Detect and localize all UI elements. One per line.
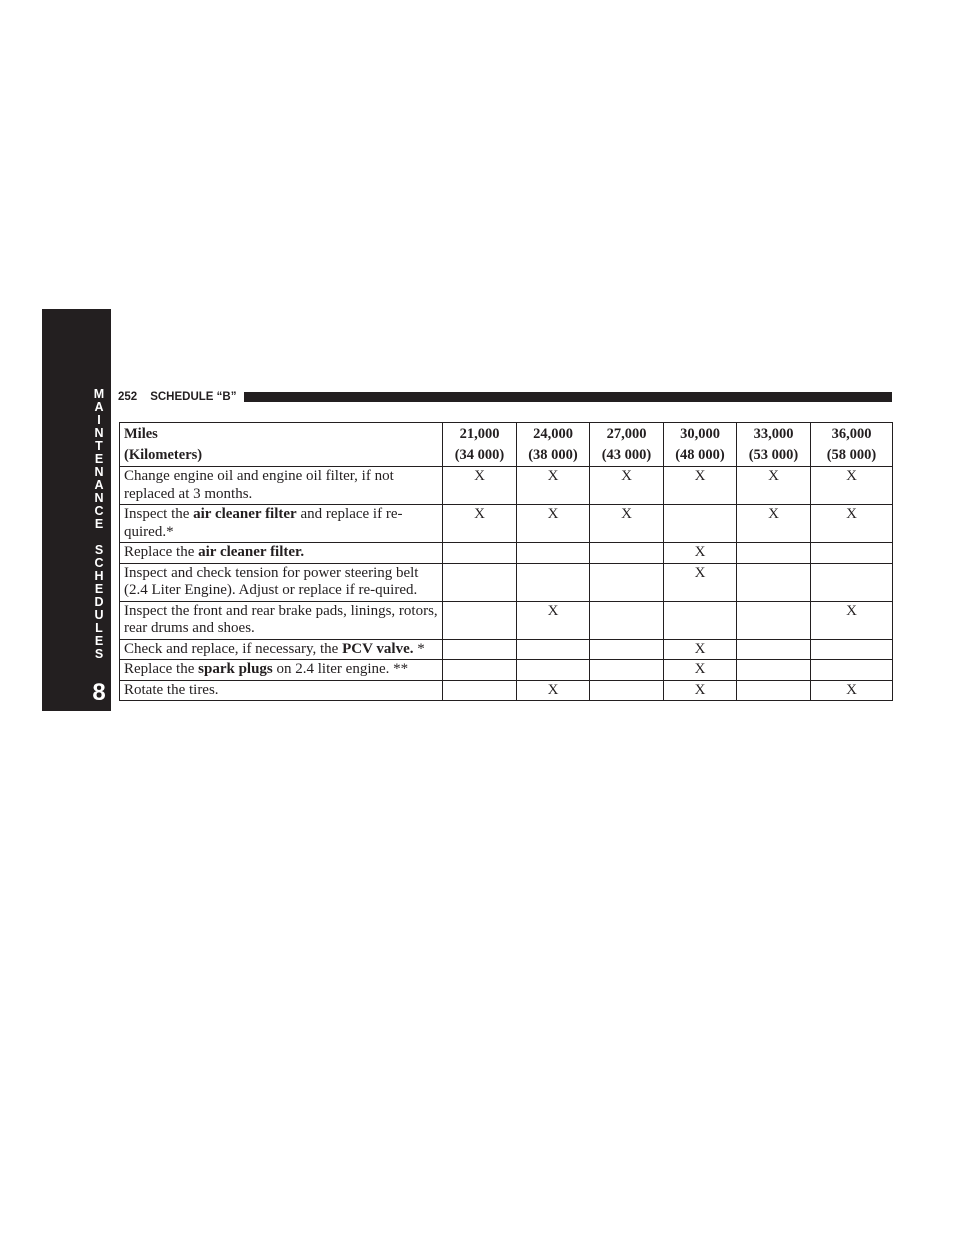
service-mark-cell [811, 639, 893, 660]
service-mark-cell [590, 639, 664, 660]
side-letter: L [95, 621, 103, 635]
column-title-cell [120, 423, 443, 467]
service-item-emphasis: spark plugs [198, 661, 273, 677]
table-row [120, 467, 893, 505]
service-mark-cell: X [664, 680, 737, 701]
page-title: SCHEDULE “B” [150, 391, 237, 403]
service-mark-cell: X [737, 467, 811, 505]
interval-column-header [517, 423, 590, 467]
service-mark-cell [517, 660, 590, 681]
service-mark-cell [590, 543, 664, 564]
service-text: Replace the [124, 544, 199, 560]
interval-miles: 21,000 [459, 426, 500, 442]
service-mark-cell: X [590, 505, 664, 543]
interval-column-header [590, 423, 664, 467]
service-mark-cell [443, 601, 517, 639]
service-mark-cell: X [811, 680, 893, 701]
side-letter: A [94, 400, 104, 414]
service-mark-cell: X [737, 505, 811, 543]
interval-kilometers: (48 000) [675, 446, 725, 463]
service-mark-cell [443, 660, 517, 681]
interval-kilometers: (38 000) [528, 446, 578, 463]
interval-kilometers: (53 000) [748, 446, 799, 463]
interval-kilometers: (58 000) [826, 446, 877, 463]
table-row [120, 660, 893, 681]
side-letter: I [97, 413, 101, 427]
service-mark-cell: X [811, 601, 893, 639]
service-mark-cell [443, 680, 517, 701]
side-letter: C [94, 504, 104, 518]
side-letter: U [94, 608, 104, 622]
side-letter: D [94, 595, 104, 609]
page-header [118, 389, 892, 405]
service-mark-cell: X [443, 467, 517, 505]
service-mark-cell [737, 543, 811, 564]
service-description [120, 467, 443, 505]
service-mark-cell: X [664, 543, 737, 564]
table-row [120, 505, 893, 543]
service-mark-cell [590, 660, 664, 681]
service-description [120, 680, 443, 701]
side-letter: N [94, 465, 104, 479]
service-description [120, 601, 443, 639]
service-description [120, 505, 443, 543]
service-mark-cell: X [811, 467, 893, 505]
table-row [120, 680, 893, 701]
service-mark-cell [517, 563, 590, 601]
service-mark-cell: X [517, 467, 590, 505]
service-mark-cell [664, 601, 737, 639]
service-mark-cell: X [811, 505, 893, 543]
header-rule [244, 392, 892, 402]
kilometers-label: (Kilometers) [124, 446, 203, 463]
service-description [120, 639, 443, 660]
service-text: on 2.4 liter engine. ** [272, 661, 409, 677]
side-letter: H [94, 569, 104, 583]
side-letter: A [94, 478, 104, 492]
service-mark-cell: X [443, 505, 517, 543]
service-mark-cell [664, 505, 737, 543]
service-description [120, 543, 443, 564]
side-letter: S [94, 647, 104, 661]
table-row [120, 639, 893, 660]
side-letter: M [93, 387, 105, 401]
service-mark-cell [590, 601, 664, 639]
interval-miles: 33,000 [753, 426, 794, 442]
service-mark-cell [590, 680, 664, 701]
service-mark-cell [737, 563, 811, 601]
service-mark-cell: X [590, 467, 664, 505]
service-description [120, 563, 443, 601]
service-mark-cell [517, 543, 590, 564]
interval-column-header [811, 423, 893, 467]
interval-kilometers: (34 000) [454, 446, 505, 463]
interval-miles: 24,000 [533, 426, 573, 442]
service-mark-cell: X [517, 505, 590, 543]
side-letter: E [94, 634, 104, 648]
interval-column-header [664, 423, 737, 467]
page-number: 252 [118, 391, 138, 403]
service-mark-cell [811, 543, 893, 564]
side-letter: E [94, 452, 104, 466]
table-row [120, 563, 893, 601]
maintenance-schedule-table [119, 422, 893, 701]
interval-kilometers: (43 000) [601, 446, 652, 463]
service-mark-cell [443, 563, 517, 601]
service-mark-cell [811, 660, 893, 681]
service-mark-cell: X [664, 563, 737, 601]
side-letter: T [95, 439, 103, 453]
service-text: Inspect the front and rear brake pads, linings, rotors, rear drums and shoes. [124, 602, 438, 636]
service-mark-cell [443, 639, 517, 660]
service-text: Check and replace, if necessary, the [124, 640, 343, 657]
side-letter: C [94, 556, 104, 570]
service-mark-cell [443, 543, 517, 564]
service-mark-cell [737, 680, 811, 701]
service-text: Change engine oil and engine oil filter, if not replaced at 3 months. [124, 468, 394, 502]
chapter-number: 8 [92, 679, 106, 706]
service-mark-cell: X [517, 680, 590, 701]
service-text: Rotate the tires. [124, 681, 219, 698]
interval-column-header [443, 423, 517, 467]
table-row [120, 601, 893, 639]
service-mark-cell: X [664, 660, 737, 681]
service-mark-cell: X [664, 467, 737, 505]
side-letter: E [94, 517, 104, 531]
service-text: * [413, 640, 425, 657]
service-mark-cell [811, 563, 893, 601]
service-item-emphasis: air cleaner filter [193, 506, 297, 522]
service-text: Inspect the [124, 506, 194, 522]
side-letter: N [94, 491, 104, 505]
service-item-emphasis: PCV valve. [342, 640, 414, 657]
interval-miles: 27,000 [606, 426, 647, 442]
service-text: Replace the [124, 661, 199, 677]
interval-column-header [737, 423, 811, 467]
interval-miles: 30,000 [680, 426, 720, 442]
side-letter: E [94, 582, 104, 596]
side-letter: S [94, 543, 104, 557]
service-mark-cell: X [664, 639, 737, 660]
interval-miles: 36,000 [831, 426, 872, 442]
service-text: and replace if re-quired.* [124, 506, 403, 540]
service-mark-cell: X [517, 601, 590, 639]
table-row [120, 543, 893, 564]
service-mark-cell [517, 639, 590, 660]
service-text: Inspect and check tension for power steering belt (2.4 Liter Engine). Adjust or replace if re-quired. [124, 564, 419, 598]
service-mark-cell [737, 639, 811, 660]
service-item-emphasis: air cleaner filter. [198, 544, 305, 560]
service-description [120, 660, 443, 681]
table-header-row [120, 423, 893, 467]
miles-label: Miles [124, 426, 158, 442]
chapter-title-vertical [91, 388, 107, 661]
side-letter: N [94, 426, 104, 440]
service-mark-cell [737, 660, 811, 681]
service-mark-cell [590, 563, 664, 601]
service-mark-cell [737, 601, 811, 639]
